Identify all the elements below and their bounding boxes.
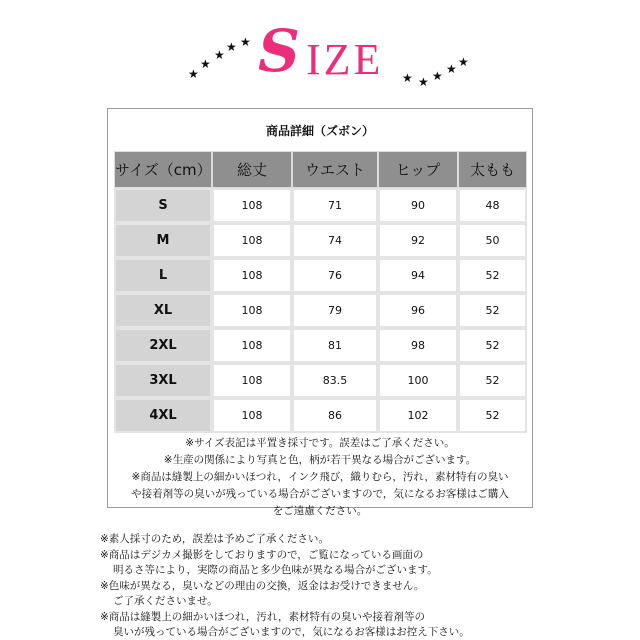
column-header: 太もも <box>458 151 527 188</box>
table-row <box>114 188 527 223</box>
size-label: L <box>114 258 212 293</box>
size-table <box>114 151 527 433</box>
star-icon: ★ <box>418 75 429 89</box>
footer-line: 臭いが残っている場合がございますので，気になるお客様はお控え下さい。 <box>113 626 470 638</box>
star-icon: ★ <box>402 71 413 85</box>
table-row <box>114 223 527 258</box>
table-cell: 79 <box>292 293 378 328</box>
table-cell: 100 <box>378 363 458 398</box>
note-line: や接着剤等の臭いが残っている場合がございますので，気になるお客様はご購入 <box>131 488 509 500</box>
table-cell: 108 <box>212 188 292 223</box>
footer-line: 明るさ等により，実際の商品と多少色味が異なる場合がございます。 <box>113 564 438 576</box>
size-chart-panel <box>107 108 533 517</box>
size-label: M <box>114 223 212 258</box>
star-icon: ★ <box>200 57 211 71</box>
table-cell: 71 <box>292 188 378 223</box>
footer-line: ※素人採寸のため，誤差は予めご了承ください。 <box>100 533 329 545</box>
table-row <box>114 258 527 293</box>
table-cell: 102 <box>378 398 458 433</box>
size-title-rest: IZE <box>306 35 384 84</box>
table-cell: 108 <box>212 293 292 328</box>
table-cell: 50 <box>458 223 527 258</box>
footer-line: ※商品は縫製上の細かいほつれ，汚れ，素材特有の臭いや接着剤等の <box>100 610 426 623</box>
table-cell: 92 <box>378 223 458 258</box>
table-cell: 52 <box>458 398 527 433</box>
table-header-row <box>114 151 527 188</box>
size-label: XL <box>114 293 212 328</box>
star-icon: ★ <box>214 48 225 62</box>
table-cell: 86 <box>292 398 378 433</box>
star-icon: ★ <box>240 35 251 49</box>
header <box>0 0 640 100</box>
table-cell: 81 <box>292 328 378 363</box>
star-icon: ★ <box>446 62 457 76</box>
table-cell: 52 <box>458 293 527 328</box>
table-cell: 74 <box>292 223 378 258</box>
table-row <box>114 293 527 328</box>
table-cell: 90 <box>378 188 458 223</box>
table-cell: 108 <box>212 398 292 433</box>
note-line: ※生産の関係により写真と色，柄が若干異なる場合がございます。 <box>163 454 477 466</box>
table-cell: 76 <box>292 258 378 293</box>
star-icon: ★ <box>226 40 237 54</box>
panel-title: 商品詳細（ズボン） <box>265 123 374 138</box>
size-title-initial: S <box>258 17 300 85</box>
size-label: S <box>114 188 212 223</box>
star-icon: ★ <box>432 69 443 83</box>
column-header: ヒップ <box>378 151 458 188</box>
table-cell: 108 <box>212 328 292 363</box>
table-cell: 83.5 <box>292 363 378 398</box>
table-cell: 108 <box>212 363 292 398</box>
table-cell: 48 <box>458 188 527 223</box>
table-cell: 94 <box>378 258 458 293</box>
table-cell: 108 <box>212 258 292 293</box>
size-label: 4XL <box>114 398 212 433</box>
table-cell: 52 <box>458 258 527 293</box>
note-line: をご遠慮ください。 <box>272 505 368 517</box>
column-header: ウエスト <box>292 151 378 188</box>
column-header: 総丈 <box>212 151 292 188</box>
size-label: 2XL <box>114 328 212 363</box>
table-row <box>114 328 527 363</box>
table-cell: 96 <box>378 293 458 328</box>
table-row <box>114 398 527 433</box>
table-cell: 108 <box>212 223 292 258</box>
size-notes <box>108 435 532 520</box>
table-cell: 52 <box>458 328 527 363</box>
footer-line: ご了承くださいませ。 <box>113 595 218 607</box>
note-line: ※サイズ表記は平置き採寸です。誤差はご了承ください。 <box>185 437 455 449</box>
star-icon: ★ <box>188 67 199 81</box>
column-header: サイズ（cm） <box>114 151 212 188</box>
size-label: 3XL <box>114 363 212 398</box>
table-cell: 98 <box>378 328 458 363</box>
table-row <box>114 363 527 398</box>
star-icon: ★ <box>458 55 469 69</box>
footer-line: ※商品はデジカメ撮影をしておりますので，ご覧になっている画面の <box>100 548 424 561</box>
footer-notes <box>100 532 560 640</box>
note-line: ※商品は縫製上の細かいほつれ，インク飛び，織りむら，汚れ，素材特有の臭い <box>131 471 509 483</box>
footer-line: ※色味が異なる，臭いなどの理由の交換，返金はお受けできません。 <box>100 579 425 592</box>
table-cell: 52 <box>458 363 527 398</box>
